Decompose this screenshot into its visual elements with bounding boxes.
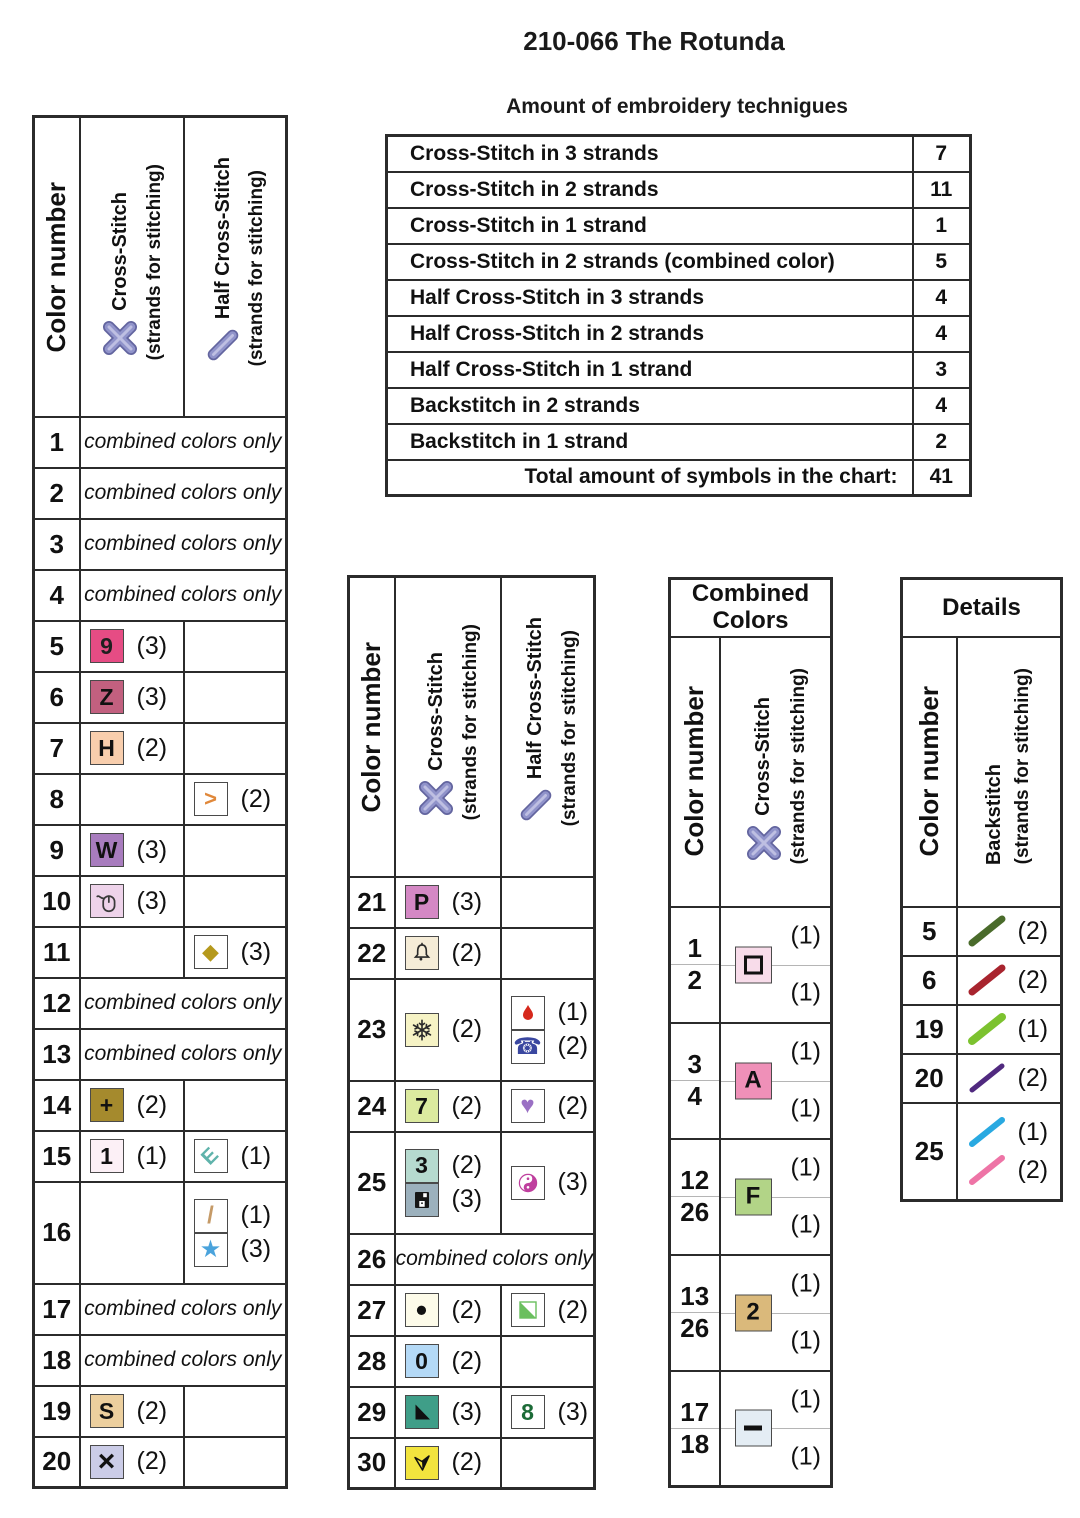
technique-count: 3 (913, 352, 971, 388)
color-number: 20 (34, 1437, 80, 1488)
colors-21-30-table (347, 575, 596, 1490)
stitch-symbol: H (90, 731, 124, 765)
color-row (349, 1336, 595, 1387)
strand-count: (3) (136, 835, 168, 864)
stitch-symbol: • (405, 1293, 439, 1327)
telephone-symbol: ☎ (511, 1030, 545, 1064)
technique-label: Cross-Stitch in 2 strands (combined color) (387, 244, 913, 280)
table-row (387, 172, 971, 208)
color-number: 5 (902, 907, 957, 956)
color-number: 12 (671, 1165, 719, 1197)
strand-count: (3) (557, 1397, 589, 1426)
stitch-symbol: A (735, 1062, 772, 1099)
strands-note: (strands for stitching) (1012, 668, 1034, 865)
color-row (34, 978, 287, 1029)
cross-stitch-icon (98, 316, 142, 360)
stitch-symbol: 2 (735, 1294, 772, 1331)
strand-count: (3) (136, 631, 168, 660)
color-number: 8 (34, 774, 80, 825)
table-row (387, 280, 971, 316)
strand-count: (2) (1017, 916, 1049, 945)
color-number: 20 (902, 1054, 957, 1103)
color-row (34, 417, 287, 468)
table-row (387, 244, 971, 280)
table-row (387, 136, 971, 172)
combined-color-pair-row (670, 1371, 832, 1487)
combined-note: combined colors only (80, 417, 287, 468)
color-number: 26 (349, 1234, 395, 1285)
color-number: 29 (349, 1387, 395, 1438)
strand-count: (2) (240, 784, 272, 813)
backstitch-line-icon (964, 1113, 1010, 1151)
strand-count: (1) (790, 1442, 822, 1471)
strand-count: (3) (451, 1185, 483, 1213)
half-cross-stitch-icon (515, 784, 557, 826)
backstitch-label: Backstitch (983, 763, 1006, 865)
backstitch-line-icon (964, 1059, 1010, 1097)
strand-count: (3) (136, 886, 168, 915)
technique-label: Cross-Stitch in 2 strands (387, 172, 913, 208)
color-number: 3 (34, 519, 80, 570)
stitch-symbol (90, 884, 124, 918)
technique-count: 4 (913, 388, 971, 424)
header-row (349, 577, 595, 877)
stitch-symbol: 8 (511, 1395, 545, 1429)
technique-count: 2 (913, 424, 971, 460)
total-count: 41 (913, 460, 971, 496)
color-row (349, 877, 595, 928)
strand-count: (2) (451, 1091, 483, 1120)
technique-count: 5 (913, 244, 971, 280)
color-row (34, 672, 287, 723)
total-label: Total amount of symbols in the chart: (387, 460, 913, 496)
color-number: 18 (680, 1428, 710, 1459)
color-number: 17 (34, 1284, 80, 1335)
combined-note: combined colors only (80, 1029, 287, 1080)
detail-row (902, 956, 1062, 1005)
color-row (34, 774, 287, 825)
stitch-symbol (405, 1183, 439, 1217)
floppy-disk-icon (410, 1188, 434, 1212)
strand-count: (2) (136, 733, 168, 762)
square-outline-icon (744, 955, 763, 974)
strand-count: (1) (790, 978, 822, 1007)
strand-count: (2) (136, 1447, 168, 1476)
color-row (34, 1284, 287, 1335)
color-number: 7 (34, 723, 80, 774)
strand-count: (2) (451, 1295, 483, 1324)
strand-count: (1) (790, 1326, 822, 1355)
stitch-symbol: W (90, 833, 124, 867)
color-row (34, 519, 287, 570)
droplet-icon (516, 1001, 540, 1025)
header-row (902, 579, 1062, 637)
color-row (349, 979, 595, 1081)
detail-row (902, 1103, 1062, 1201)
color-number: 24 (349, 1081, 395, 1132)
strands-note: (strands for stitching) (460, 623, 482, 820)
half-cross-stitch-header (501, 577, 595, 877)
color-number: 1 (671, 933, 719, 965)
color-row (34, 1182, 287, 1284)
color-number: 14 (34, 1080, 80, 1131)
stitch-symbol: ◆ (194, 935, 228, 969)
strand-count: (1) (240, 1141, 272, 1170)
half-cross-stitch-header (184, 117, 287, 417)
stitch-symbol (735, 1410, 772, 1447)
heart-symbol: ♥ (511, 1089, 545, 1123)
color-number: 23 (349, 979, 395, 1081)
strand-count: (1) (1017, 1117, 1049, 1146)
color-row (34, 723, 287, 774)
table-row (387, 352, 971, 388)
cross-stitch-icon (414, 776, 458, 820)
page-title: 210-066 The Rotunda (523, 26, 785, 56)
half-square-icon (516, 1298, 540, 1322)
stitch-symbol (735, 946, 772, 983)
strand-count: (1) (136, 1141, 168, 1170)
header-row (902, 637, 1062, 907)
color-number: 22 (349, 928, 395, 979)
strand-count: (2) (1017, 965, 1049, 994)
detail-row (902, 1005, 1062, 1054)
table-row (387, 316, 971, 352)
color-number: 28 (349, 1336, 395, 1387)
table-row (387, 460, 971, 496)
stitch-symbol: 9 (90, 629, 124, 663)
snowflake-icon (409, 1017, 435, 1043)
cross-stitch-label: Cross-Stitch (752, 696, 775, 816)
strand-count: (1) (1017, 1014, 1049, 1043)
stitch-symbol: P (405, 885, 439, 919)
strand-count: (1) (790, 1094, 822, 1123)
strand-count: (2) (136, 1396, 168, 1425)
combined-color-pair-row (670, 1255, 832, 1371)
color-number: 18 (34, 1335, 80, 1386)
combined-note: combined colors only (395, 1234, 595, 1285)
combined-note: combined colors only (80, 1335, 287, 1386)
strand-count: (3) (451, 1397, 483, 1426)
table-row (387, 388, 971, 424)
color-number: 16 (34, 1182, 80, 1284)
color-number: 15 (34, 1131, 80, 1182)
combined-note: combined colors only (80, 468, 287, 519)
technique-count: 4 (913, 316, 971, 352)
table-row (387, 424, 971, 460)
strand-count: (2) (1017, 1155, 1049, 1184)
strand-count: (2) (136, 1090, 168, 1119)
stitch-symbol: Z (90, 680, 124, 714)
color-number: 2 (687, 965, 702, 995)
strand-count: (1) (240, 1201, 272, 1229)
color-number: 19 (34, 1386, 80, 1437)
yin-yang-icon (516, 1171, 540, 1195)
strand-count: (3) (557, 1168, 589, 1196)
mouse-icon (94, 888, 120, 914)
stitch-symbol: / (194, 1199, 228, 1233)
strand-count: (1) (790, 1385, 822, 1414)
color-number: 21 (349, 877, 395, 928)
stitch-symbol (511, 1293, 545, 1327)
triangle-icon (410, 1400, 434, 1424)
color-number-header: Color number (34, 117, 80, 417)
strand-count: (2) (451, 1448, 483, 1477)
color-row (349, 928, 595, 979)
stitch-symbol: 3 (405, 1149, 439, 1183)
technique-label: Half Cross-Stitch in 1 strand (387, 352, 913, 388)
color-number: 12 (34, 978, 80, 1029)
color-number: 5 (34, 621, 80, 672)
strand-count: (2) (451, 938, 483, 967)
color-number: 9 (34, 825, 80, 876)
strand-count: (1) (790, 921, 822, 950)
combined-colors-title: Combined Colors (670, 579, 832, 637)
strand-count: (2) (557, 1295, 589, 1324)
detail-row (902, 1054, 1062, 1103)
minus-icon (744, 1426, 762, 1431)
color-row (34, 1131, 287, 1182)
colors-1-20-table (32, 115, 288, 1489)
stitch-symbol (405, 1446, 439, 1480)
rotated-e-glyph: E (197, 1142, 224, 1170)
combined-note: combined colors only (80, 1284, 287, 1335)
color-row (34, 621, 287, 672)
technique-label: Cross-Stitch in 1 strand (387, 208, 913, 244)
header-row (670, 579, 832, 637)
color-row (34, 570, 287, 621)
color-number: 13 (34, 1029, 80, 1080)
techniques-table (385, 134, 972, 497)
backstitch-line-icon (964, 1151, 1010, 1189)
bell-icon (409, 940, 435, 966)
color-number: 13 (671, 1281, 719, 1313)
details-table (900, 577, 1063, 1202)
technique-count: 1 (913, 208, 971, 244)
technique-count: 11 (913, 172, 971, 208)
backstitch-line-icon (964, 961, 1010, 999)
strands-note: (strands for stitching) (787, 668, 809, 865)
stitch-symbol: > (194, 782, 228, 816)
stitch-symbol: + (90, 1088, 124, 1122)
stitch-symbol (194, 1139, 228, 1173)
color-row (34, 468, 287, 519)
strand-count: (3) (240, 937, 272, 966)
strand-count: (1) (790, 1210, 822, 1239)
color-row (34, 1437, 287, 1488)
color-number: 3 (671, 1049, 719, 1081)
stitch-symbol: 1 (90, 1139, 124, 1173)
details-title: Details (902, 579, 1062, 637)
combined-color-pair-row (670, 1139, 832, 1255)
color-row (349, 1234, 595, 1285)
color-number: 10 (34, 876, 80, 927)
stitch-symbol (511, 1166, 545, 1200)
technique-label: Backstitch in 1 strand (387, 424, 913, 460)
color-row (349, 1438, 595, 1489)
stitch-symbol: ★ (194, 1233, 228, 1267)
color-number: 17 (671, 1397, 719, 1429)
stitch-symbol: F (735, 1178, 772, 1215)
stitch-symbol: 0 (405, 1344, 439, 1378)
half-cross-stitch-label: Half Cross-Stitch (211, 157, 234, 320)
half-cross-stitch-icon (202, 324, 244, 366)
color-row (34, 825, 287, 876)
technique-count: 7 (913, 136, 971, 172)
strands-note: (strands for stitching) (246, 170, 268, 367)
color-number: 6 (902, 956, 957, 1005)
color-row (349, 1285, 595, 1336)
strand-count: (2) (451, 1346, 483, 1375)
color-number-header: Color number (902, 637, 957, 907)
combined-note: combined colors only (80, 570, 287, 621)
backstitch-line-icon (964, 1010, 1010, 1048)
half-cross-stitch-label: Half Cross-Stitch (524, 617, 547, 780)
technique-label: Backstitch in 2 strands (387, 388, 913, 424)
stitch-symbol (511, 996, 545, 1030)
color-row (34, 1080, 287, 1131)
detail-row (902, 907, 1062, 956)
strand-count: (1) (790, 1037, 822, 1066)
color-row (34, 1335, 287, 1386)
cross-stitch-header (395, 577, 501, 877)
strand-count: (2) (451, 1151, 483, 1179)
technique-label: Cross-Stitch in 3 strands (387, 136, 913, 172)
color-row (349, 1081, 595, 1132)
color-row (34, 1029, 287, 1080)
color-row (34, 876, 287, 927)
strand-count: (3) (240, 1235, 272, 1263)
technique-label: Half Cross-Stitch in 2 strands (387, 316, 913, 352)
strands-note: (strands for stitching) (144, 163, 166, 360)
strand-count: (2) (451, 1015, 483, 1043)
color-number-header: Color number (670, 637, 720, 907)
strand-count: (2) (557, 1032, 589, 1060)
color-number-header: Color number (349, 577, 395, 877)
header-row (670, 637, 832, 907)
stitch-symbol: S (90, 1394, 124, 1428)
stitch-symbol (405, 936, 439, 970)
combined-color-pair-row (670, 1023, 832, 1139)
table-row (387, 208, 971, 244)
header-row (34, 117, 287, 417)
stitch-symbol (405, 1013, 439, 1047)
technique-count: 4 (913, 280, 971, 316)
strand-count: (2) (557, 1091, 589, 1120)
combined-color-pair-row (670, 907, 832, 1023)
color-number: 27 (349, 1285, 395, 1336)
combined-colors-table (668, 577, 833, 1488)
strand-count: (1) (790, 1269, 822, 1298)
color-number: 25 (902, 1103, 957, 1201)
combined-note: combined colors only (80, 978, 287, 1029)
techniques-table-title: Amount of embroidery technigues (506, 95, 848, 118)
color-number: 6 (34, 672, 80, 723)
cross-stitch-header (80, 117, 184, 417)
strand-count: (1) (557, 998, 589, 1026)
stitch-symbol: 7 (405, 1089, 439, 1123)
color-row (34, 927, 287, 978)
color-number: 25 (349, 1132, 395, 1234)
stitch-symbol (405, 1395, 439, 1429)
backstitch-header (957, 637, 1062, 907)
dart-icon (410, 1451, 434, 1475)
strands-note: (strands for stitching) (558, 630, 580, 827)
color-row (34, 1386, 287, 1437)
stitch-symbol: × (90, 1445, 124, 1479)
color-row (349, 1132, 595, 1234)
color-number: 11 (34, 927, 80, 978)
strand-count: (1) (790, 1153, 822, 1182)
cross-stitch-header (720, 637, 832, 907)
strand-count: (3) (136, 682, 168, 711)
backstitch-line-icon (964, 912, 1010, 950)
strand-count: (2) (1017, 1063, 1049, 1092)
combined-note: combined colors only (80, 519, 287, 570)
color-number: 30 (349, 1438, 395, 1489)
strand-count: (3) (451, 887, 483, 916)
color-number: 19 (902, 1005, 957, 1054)
color-number: 26 (680, 1197, 710, 1227)
color-number: 1 (34, 417, 80, 468)
color-number: 2 (34, 468, 80, 519)
color-number: 4 (34, 570, 80, 621)
color-row (349, 1387, 595, 1438)
cross-stitch-label: Cross-Stitch (108, 192, 131, 311)
cross-stitch-icon (742, 821, 786, 865)
color-number: 26 (680, 1313, 710, 1343)
cross-stitch-label: Cross-Stitch (424, 652, 447, 771)
color-number: 4 (687, 1081, 702, 1111)
technique-label: Half Cross-Stitch in 3 strands (387, 280, 913, 316)
